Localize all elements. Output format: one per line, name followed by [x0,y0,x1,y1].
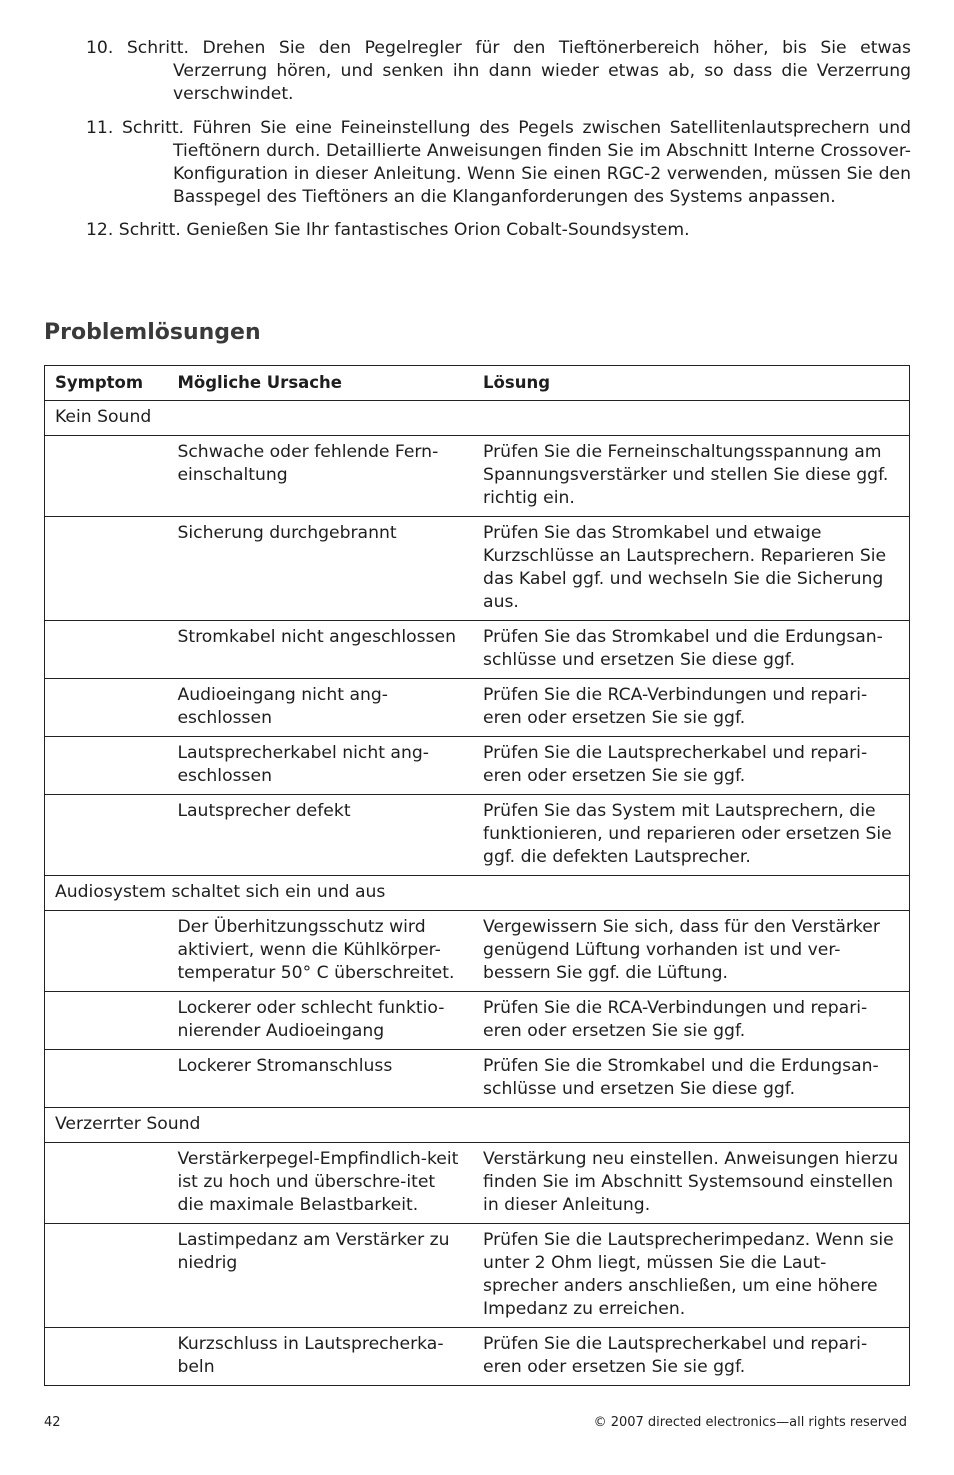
table-row [45,621,910,679]
symptom-group-row [45,401,910,436]
cause-cell: Der Überhitzungsschutz wird aktiviert, wenn die Kühlkörper-temperatur 50° C überschreitet. [167,911,473,992]
solution-cell: Verstärkung neu einstellen. Anweisungen hierzu finden Sie im Abschnitt Systemsound einstellen in dieser Anleitung. [473,1143,909,1224]
solution-cell: Prüfen Sie das Stromkabel und etwaige Kurzschlüsse an Lautsprechern. Reparieren Sie das Kabel ggf. und wechseln Sie die Sicherung aus. [473,517,909,621]
cause-cell: Audioeingang nicht ang-eschlossen [167,679,473,737]
troubleshooting-table [44,365,910,1386]
solution-cell: Prüfen Sie die Lautsprecherimpedanz. Wenn sie unter 2 Ohm liegt, müssen Sie die Laut-sprecher anders anschließen, um eine höhere Impedanz zu erreichen. [473,1224,909,1328]
cause-cell: Stromkabel nicht angeschlossen [167,621,473,679]
step-10 [86,37,911,107]
header-solution: Lösung [473,366,909,401]
header-symptom: Symptom [45,366,168,401]
table-row [45,436,910,517]
table-row [45,1143,910,1224]
cause-cell: Lockerer oder schlecht funktio-nierender Audioeingang [167,992,473,1050]
step-number: 10. Schritt. [86,38,189,58]
step-11 [86,117,911,210]
solution-cell: Prüfen Sie die Ferneinschaltungsspannung am Spannungsverstärker und stellen Sie diese ggf. richtig ein. [473,436,909,517]
empty-cell [45,911,168,992]
cause-cell: Lastimpedanz am Verstärker zu niedrig [167,1224,473,1328]
cause-cell: Sicherung durchgebrannt [167,517,473,621]
table-row [45,911,910,992]
table-header-row [45,366,910,401]
symptom-label: Kein Sound [45,401,910,436]
table-row [45,1050,910,1108]
section-title: Problemlösungen [44,320,261,345]
header-cause: Mögliche Ursache [167,366,473,401]
empty-cell [45,795,168,876]
empty-cell [45,436,168,517]
symptom-group-row [45,1108,910,1143]
step-number: 11. Schritt. [86,117,185,138]
solution-cell: Prüfen Sie die Stromkabel und die Erdungsan-schlüsse und ersetzen Sie diese ggf. [473,1050,909,1108]
table-row [45,1328,910,1386]
copyright-notice: © 2007 directed electronics—all rights reserved [593,1415,907,1430]
solution-cell: Prüfen Sie die RCA-Verbindungen und repari-eren oder ersetzen Sie sie ggf. [473,679,909,737]
installation-steps [86,37,911,253]
table-row [45,737,910,795]
cause-cell: Schwache oder fehlende Fern-einschaltung [167,436,473,517]
symptom-group-row [45,876,910,911]
empty-cell [45,1328,168,1386]
empty-cell [45,1143,168,1224]
cause-cell: Verstärkerpegel-Empfindlich-keit ist zu hoch und überschre-itet die maximale Belastbarkeit. [167,1143,473,1224]
table-row [45,992,910,1050]
step-text: Drehen Sie den Pegelregler für den Tieftönerbereich höher, bis Sie etwas Verzerrung hören, und senken ihn dann wieder etwas ab, so dass die Verzerrung verschwindet. [173,38,912,105]
solution-cell: Prüfen Sie das System mit Lautsprechern, die funktionieren, und reparieren oder ersetzen Sie ggf. die defekten Lautsprecher. [473,795,909,876]
empty-cell [45,1050,168,1108]
cause-cell: Lautsprecherkabel nicht ang-eschlossen [167,737,473,795]
empty-cell [45,1224,168,1328]
empty-cell [45,992,168,1050]
empty-cell [45,737,168,795]
solution-cell: Prüfen Sie die Lautsprecherkabel und repari-eren oder ersetzen Sie sie ggf. [473,737,909,795]
table-row [45,517,910,621]
symptom-label: Audiosystem schaltet sich ein und aus [45,876,910,911]
solution-cell: Prüfen Sie die RCA-Verbindungen und repari-eren oder ersetzen Sie sie ggf. [473,992,909,1050]
table-row [45,679,910,737]
cause-cell: Lockerer Stromanschluss [167,1050,473,1108]
step-12 [86,219,911,242]
step-number: 12. Schritt. [86,220,181,241]
table-row [45,1224,910,1328]
empty-cell [45,679,168,737]
solution-cell: Vergewissern Sie sich, dass für den Verstärker genügend Lüftung vorhanden ist und ver-bessern Sie ggf. die Lüftung. [473,911,909,992]
empty-cell [45,517,168,621]
symptom-label: Verzerrter Sound [45,1108,910,1143]
solution-cell: Prüfen Sie die Lautsprecherkabel und repari-eren oder ersetzen Sie sie ggf. [473,1328,909,1386]
page-number: 42 [44,1415,61,1430]
step-text: Genießen Sie Ihr fantastisches Orion Cobalt-Soundsystem. [186,220,690,241]
empty-cell [45,621,168,679]
table-row [45,795,910,876]
step-text: Führen Sie eine Feineinstellung des Pegels zwischen Satellitenlautsprechern und Tieftönern durch. Detaillierte Anweisungen finden Sie im Abschnitt Interne Crossover-Konfiguration in dieser Anleitung. Wenn Sie einen RGC-2 verwenden, müssen Sie den Basspegel des Tieftöners an die Klanganforderungen des Systems anpassen. [173,117,912,208]
cause-cell: Kurzschluss in Lautsprecherka-beln [167,1328,473,1386]
solution-cell: Prüfen Sie das Stromkabel und die Erdungsan-schlüsse und ersetzen Sie diese ggf. [473,621,909,679]
cause-cell: Lautsprecher defekt [167,795,473,876]
